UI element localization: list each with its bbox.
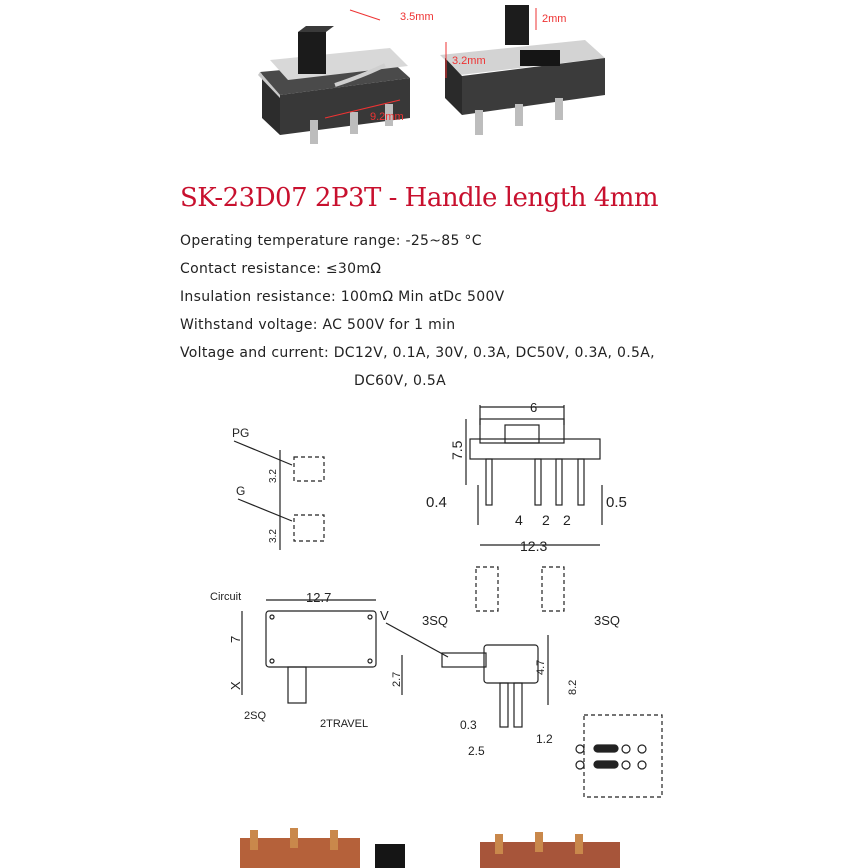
- product-photos-bottom: [220, 820, 640, 868]
- label-pg: PG: [232, 426, 250, 440]
- dim-x: X: [228, 681, 243, 690]
- side-view: [426, 400, 627, 554]
- switch-photo-right: [440, 5, 605, 135]
- dim-height: 7.5: [449, 440, 465, 460]
- dim-top-width: 6: [530, 400, 538, 415]
- dim-overall: 12.3: [520, 538, 548, 554]
- spec-voltage-current-cont: DC60V, 0.5A: [354, 373, 446, 389]
- circuit-view: [210, 590, 376, 730]
- label-g: G: [236, 484, 246, 498]
- dim-circuit-h: 7: [228, 635, 243, 643]
- dim-2-7: 2.7: [391, 671, 403, 687]
- label-circuit: Circuit: [210, 591, 242, 603]
- dim-handle-height: 2mm: [542, 13, 567, 25]
- dim-pad-32b: 3.2: [268, 529, 279, 543]
- dim-right-pin: 0.5: [606, 494, 627, 511]
- spec-operating-temp: Operating temperature range: -25~85 °C: [180, 233, 482, 249]
- dim-1-2: 1.2: [536, 732, 553, 746]
- dim-4-7: 4.7: [535, 659, 547, 675]
- spec-insulation-resistance: Insulation resistance: 100mΩ Min atDc 500V: [180, 289, 505, 305]
- dim-pitch-2b: 2: [563, 512, 571, 528]
- technical-drawing: [180, 395, 700, 815]
- pin-layout: [576, 715, 662, 797]
- dim-3sq-right: 3SQ: [594, 613, 621, 628]
- dim-pitch-4: 4: [515, 512, 523, 528]
- label-v: V: [380, 608, 389, 623]
- dim-pin-span: 9.2mm: [370, 111, 404, 123]
- dim-2sq: 2SQ: [244, 710, 267, 722]
- dim-handle-width: 3.5mm: [400, 11, 434, 23]
- dim-pad-32a: 3.2: [268, 469, 279, 483]
- switch-photo-left: [258, 10, 410, 144]
- dim-3sq-left: 3SQ: [422, 613, 449, 628]
- product-title: SK-23D07 2P3T - Handle length 4mm: [180, 183, 659, 213]
- dim-body-height: 3.2mm: [452, 55, 486, 67]
- front-view: [380, 567, 620, 758]
- dim-left-pin: 0.4: [426, 494, 447, 511]
- spec-withstand-voltage: Withstand voltage: AC 500V for 1 min: [180, 317, 456, 333]
- dim-2-5: 2.5: [468, 744, 485, 758]
- spec-voltage-current: Voltage and current: DC12V, 0.1A, 30V, 0.3A, DC50V, 0.3A, 0.5A,: [180, 345, 655, 361]
- dim-0-3: 0.3: [460, 718, 477, 732]
- dim-pitch-2a: 2: [542, 512, 550, 528]
- dim-travel: 2TRAVEL: [320, 718, 369, 730]
- dim-circuit-w: 12.7: [306, 590, 332, 605]
- pad-layout-view: [232, 426, 324, 550]
- dim-8-2: 8.2: [567, 679, 579, 695]
- product-photos: [240, 0, 620, 160]
- spec-contact-resistance: Contact resistance: ≤30mΩ: [180, 261, 382, 277]
